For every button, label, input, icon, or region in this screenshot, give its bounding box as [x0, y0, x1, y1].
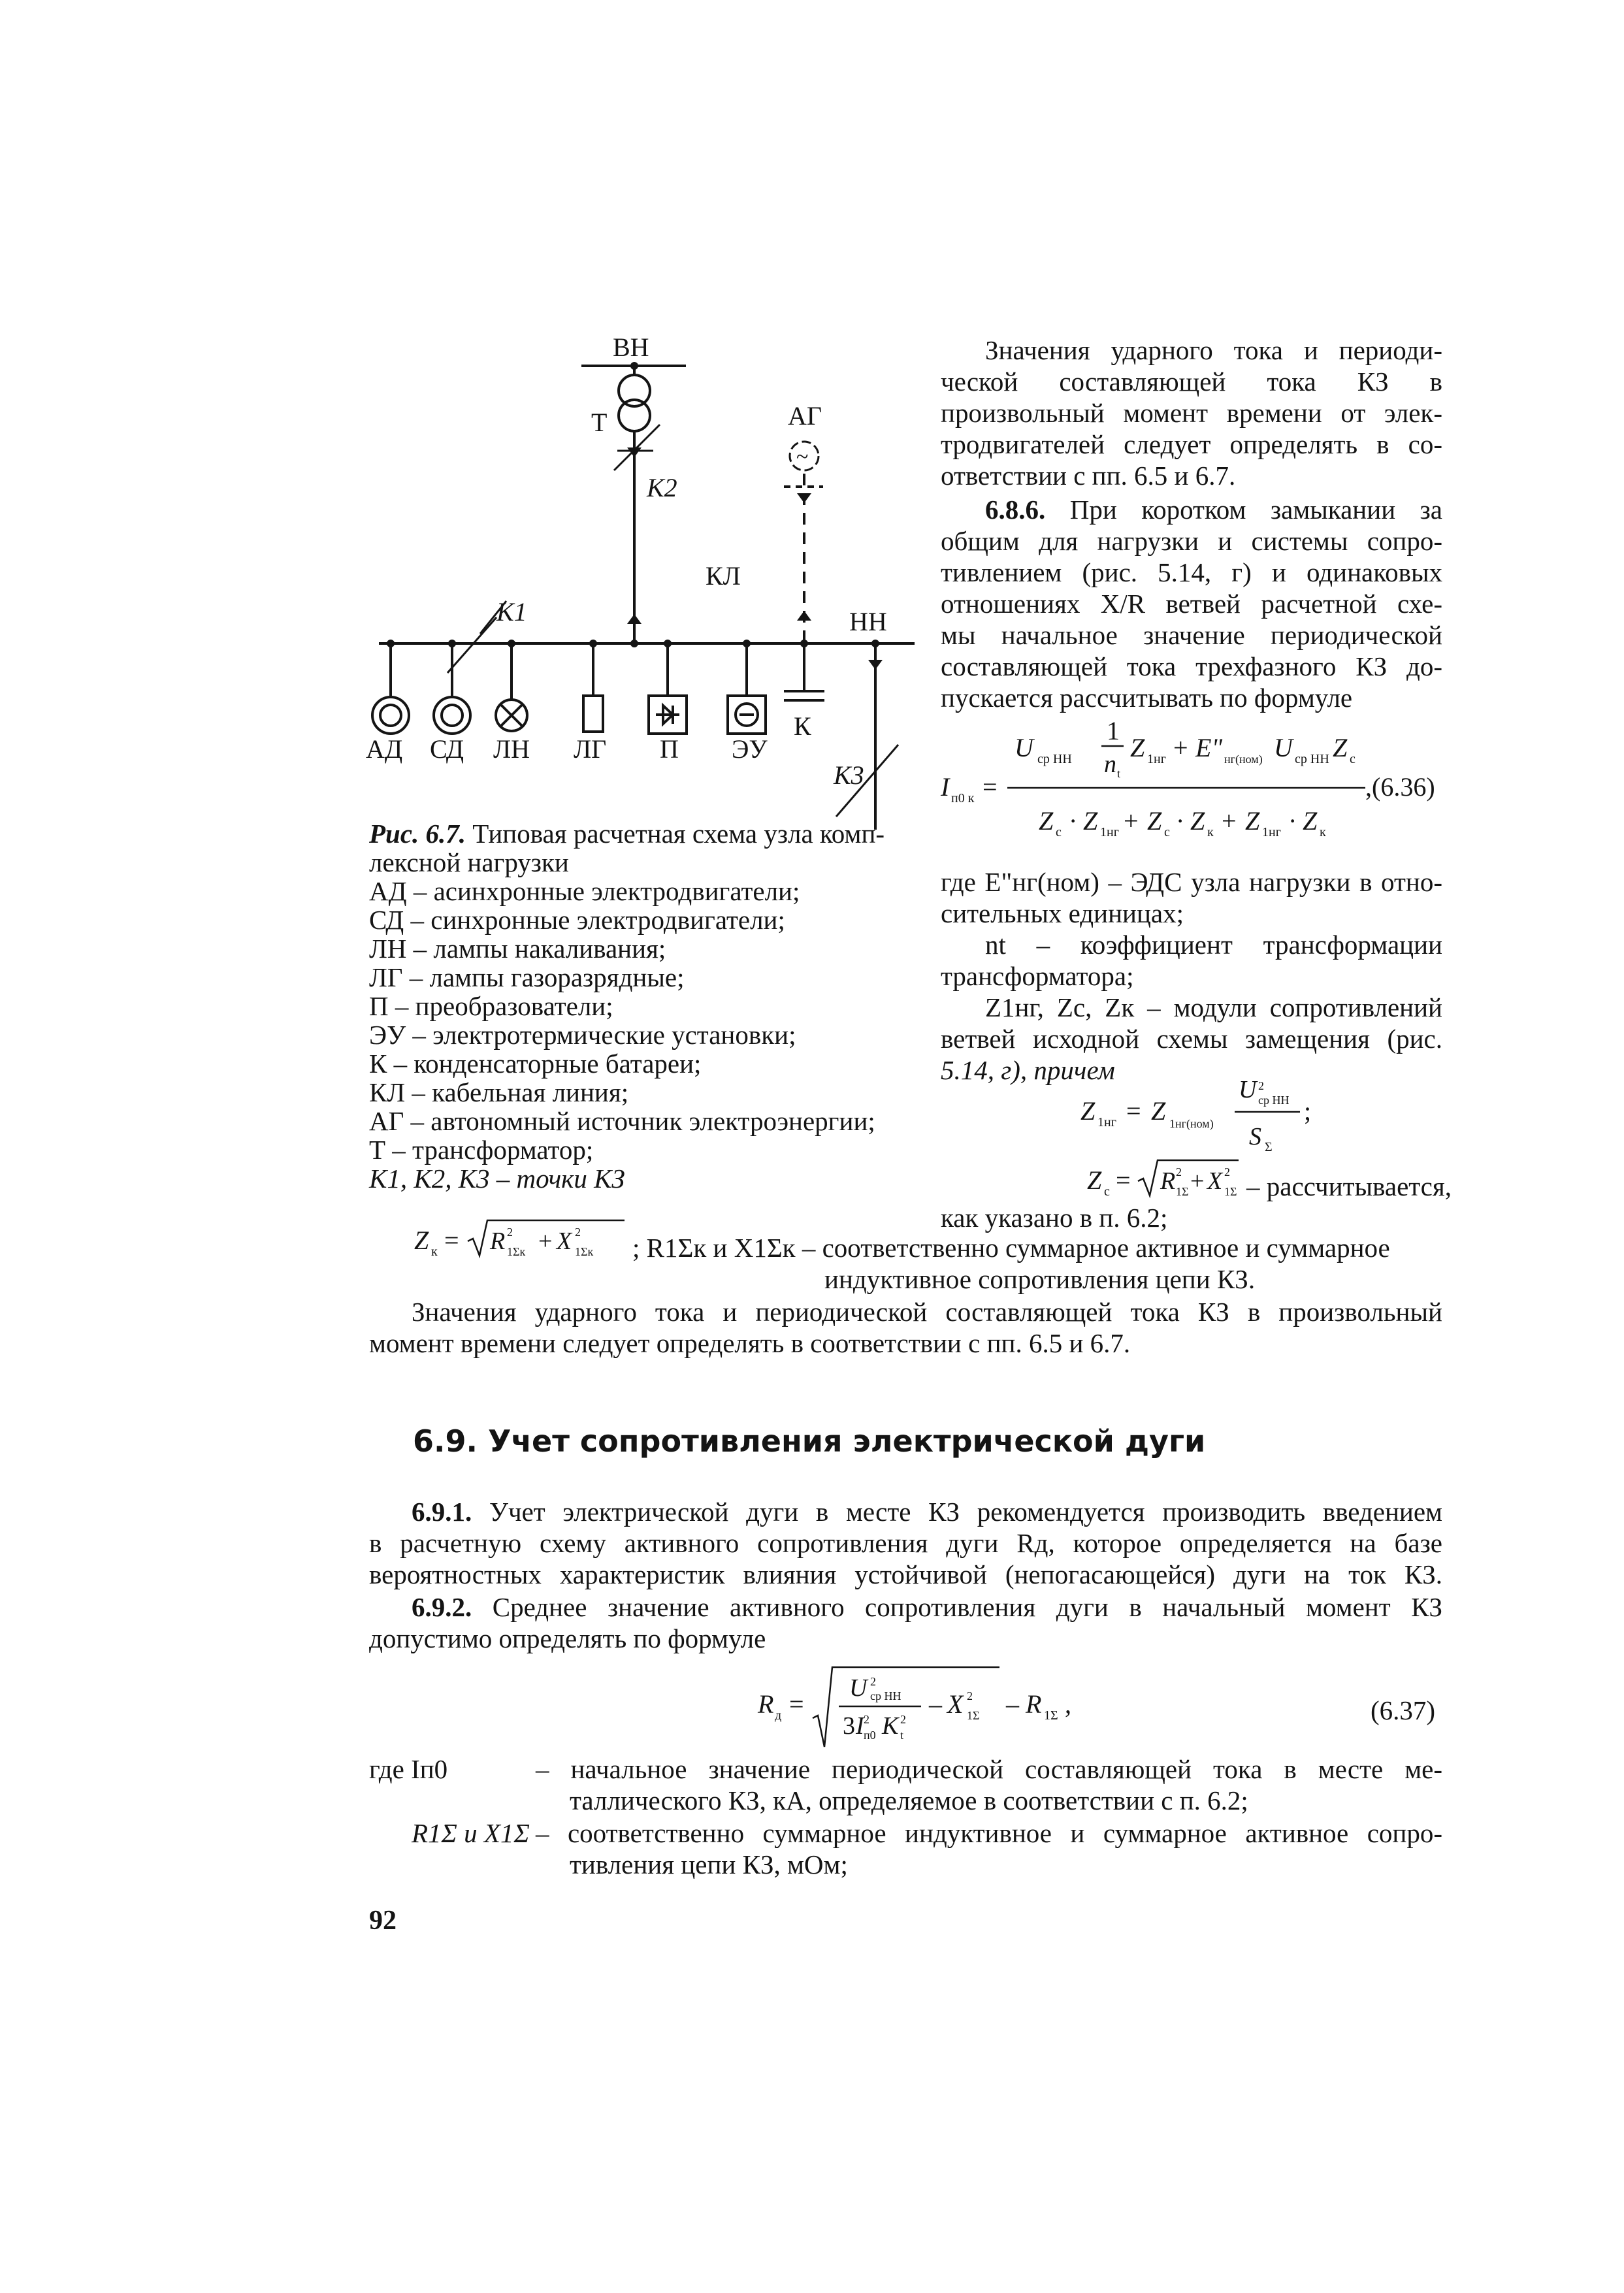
right-para2-last: пускается рассчитывать по формуле [941, 683, 1353, 713]
legend-item: ЛН – лампы накаливания; [369, 934, 666, 964]
para3-line2: момент времени следует определять в соответствии с пп. 6.5 и 6.7. [369, 1328, 1131, 1358]
svg-text:ср НН: ср НН [1258, 1094, 1290, 1107]
label-k3: K3 [834, 760, 864, 790]
right-para2-line: тивлением (рис. 5.14, г) и одинаковых [941, 557, 1442, 587]
svg-text:U: U [1015, 733, 1033, 762]
svg-text:2: 2 [575, 1226, 581, 1239]
para3-line1: Значения ударного тока и периодической составляющей тока КЗ в произвольный [412, 1297, 1442, 1327]
svg-text:Z: Z [1080, 1096, 1096, 1126]
para4-line2: в расчетную схему активного сопротивления дуги Rд, которое определяется на базе [369, 1528, 1442, 1558]
label-k2: K2 [647, 473, 677, 502]
svg-text:2: 2 [900, 1713, 906, 1726]
equation-z1ng [1078, 1071, 1352, 1156]
svg-text:R: R [1160, 1167, 1176, 1195]
svg-text:1Σ: 1Σ [1044, 1708, 1058, 1723]
svg-text:2: 2 [870, 1675, 876, 1688]
svg-text:п0: п0 [864, 1729, 876, 1742]
svg-text:Z: Z [1130, 733, 1145, 762]
svg-text:S: S [1249, 1123, 1261, 1150]
equation-6-37 [751, 1659, 1117, 1751]
svg-text:с: с [1350, 752, 1356, 766]
equation-6-36 [934, 712, 1457, 843]
svg-text:1Σ: 1Σ [967, 1709, 980, 1722]
svg-text:+: + [1124, 806, 1139, 836]
legend-item: П – преобразователи; [369, 991, 613, 1021]
svg-text:E": E" [1195, 733, 1223, 762]
svg-text:Z: Z [1147, 806, 1162, 836]
svg-text:·: · [1288, 806, 1297, 836]
svg-text:Σ: Σ [1265, 1140, 1273, 1154]
equation-zc [1084, 1156, 1241, 1202]
label-vn: ВН [613, 333, 649, 362]
load-label-eu: ЭУ [732, 734, 768, 764]
figure-6-7-schematic [366, 327, 941, 849]
label-k1: K1 [496, 597, 527, 626]
svg-text:1Σк: 1Σк [507, 1245, 526, 1258]
def-n-line2: трансформатора; [941, 961, 1134, 991]
right-para1-line: тродвигателей следует определять в со- [941, 429, 1442, 459]
svg-text:2: 2 [967, 1689, 973, 1702]
section-heading-6-9: 6.9. Учет сопротивления электрической дуги [413, 1423, 1206, 1459]
svg-text:t: t [1117, 767, 1121, 780]
def-z-line3: 5.14, г), причем [941, 1055, 1115, 1085]
label-t: Т [591, 408, 608, 437]
right-para1-line: произвольный момент времени от элек- [941, 398, 1442, 428]
svg-text:=: = [1126, 1096, 1141, 1126]
right-para1-last: ответствии с пп. 6.5 и 6.7. [941, 461, 1236, 491]
svg-text:1Σ: 1Σ [1176, 1185, 1189, 1198]
where-text-ip0: – начальное значение периодической составляющей тока в месте ме- [536, 1754, 1442, 1784]
section-number-686: 6.8.6. [985, 495, 1046, 525]
label-k: К [794, 711, 811, 741]
zk-def-line: ; R1Σк и X1Σк – соответственно суммарное активное и суммарное [632, 1233, 1390, 1263]
svg-text:Z: Z [1039, 806, 1054, 836]
svg-text:X: X [557, 1228, 572, 1255]
svg-text:I: I [856, 1712, 864, 1740]
svg-text:–: – [929, 1689, 942, 1719]
svg-text:ср НН: ср НН [870, 1689, 901, 1702]
legend-item: ЭУ – электротермические установки; [369, 1020, 796, 1050]
svg-text:3: 3 [843, 1712, 855, 1740]
where-text-r1x1-2: тивления цепи КЗ, мОм; [570, 1849, 848, 1879]
para5-line1-text: Среднее значение активного сопротивления дуги в начальный момент КЗ [492, 1592, 1443, 1622]
svg-text:R: R [758, 1689, 774, 1719]
svg-text:2: 2 [1224, 1165, 1230, 1179]
svg-text:2: 2 [1176, 1165, 1182, 1179]
svg-text:n: n [1104, 751, 1116, 778]
legend-item: ЛГ – лампы газоразрядные; [369, 962, 685, 992]
svg-text:2: 2 [1258, 1079, 1264, 1092]
def-e-line2: сительных единицах; [941, 898, 1184, 928]
right-para2-first [985, 494, 1442, 525]
load-label-p: П [660, 734, 679, 764]
legend-item: КЛ – кабельная линия; [369, 1077, 629, 1107]
section-number-691: 6.9.1. [412, 1497, 472, 1527]
where-term-r1x1: R1Σ и X1Σ [412, 1818, 530, 1848]
svg-text:+: + [1222, 806, 1237, 836]
load-label-sd: СД [430, 734, 464, 764]
svg-text:I: I [941, 772, 950, 802]
svg-text:;: ; [1304, 1096, 1312, 1126]
label-nn: НН [849, 607, 887, 636]
where-term-ip0: где Iп0 [369, 1754, 448, 1784]
svg-text:=: = [1116, 1165, 1131, 1195]
zc-text2: как указано в п. 6.2; [941, 1203, 1168, 1233]
svg-text:1нг: 1нг [1100, 825, 1119, 839]
svg-text:нг(ном): нг(ном) [1224, 753, 1263, 766]
svg-text:,: , [1065, 1689, 1071, 1719]
svg-text:с: с [1104, 1184, 1110, 1199]
svg-text:=: = [444, 1226, 459, 1255]
para4-line3: вероятностных характеристик влияния устойчивой (непогасающейся) дуги на ток КЗ. [369, 1559, 1442, 1589]
figure-caption-text: Типовая расчетная схема узла комп- [472, 819, 885, 849]
svg-text:Z: Z [1087, 1165, 1102, 1195]
load-label-ad: АД [366, 734, 403, 764]
svg-text:1нг: 1нг [1097, 1115, 1116, 1130]
svg-text:Z: Z [414, 1226, 429, 1255]
page-number: 92 [369, 1906, 397, 1936]
svg-text:п0 к: п0 к [951, 791, 975, 805]
figure-caption-line2: лексной нагрузки [369, 847, 569, 877]
legend-item: К – конденсаторные батареи; [369, 1049, 702, 1079]
right-para2-line: отношениях X/R ветвей расчетной схе- [941, 589, 1442, 619]
svg-text:1Σк: 1Σк [575, 1245, 594, 1258]
legend-item: Т – трансформатор; [369, 1135, 594, 1165]
svg-text:1нг: 1нг [1262, 825, 1281, 839]
svg-text:X: X [947, 1689, 964, 1719]
figure-caption-title: Рис. 6.7. [369, 819, 466, 849]
svg-text:1нг(ном): 1нг(ном) [1169, 1117, 1214, 1130]
svg-text:~: ~ [796, 445, 809, 469]
def-e-line: где E"нг(ном) – ЭДС узла нагрузки в отно- [941, 867, 1442, 897]
where-text-r1x1: – соответственно суммарное индуктивное и суммарное активное сопро- [536, 1818, 1442, 1848]
para5-line1 [412, 1591, 1442, 1623]
svg-text:R: R [1026, 1689, 1042, 1719]
svg-text:Z: Z [1151, 1096, 1166, 1126]
equation-6-36-number: ,(6.36) [1365, 772, 1435, 802]
legend-item: K1, K2, K3 – точки КЗ [369, 1163, 625, 1194]
svg-text:с: с [1056, 825, 1062, 839]
svg-text:ср НН: ср НН [1295, 752, 1329, 766]
equation-zk [412, 1215, 627, 1262]
svg-text:=: = [983, 772, 998, 802]
label-ag: АГ [788, 401, 822, 431]
svg-text:с: с [1164, 825, 1170, 839]
svg-text:U: U [1274, 733, 1293, 762]
legend-item: АД – асинхронные электродвигатели; [369, 876, 800, 906]
svg-text:2: 2 [507, 1226, 513, 1239]
svg-text:+: + [538, 1228, 553, 1255]
para4-line1 [412, 1496, 1442, 1527]
svg-text:1Σ: 1Σ [1224, 1185, 1237, 1198]
svg-text:ср НН: ср НН [1037, 752, 1072, 766]
section-number-692: 6.9.2. [412, 1592, 472, 1622]
svg-text:U: U [1239, 1076, 1257, 1103]
right-para2-line: общим для нагрузки и системы сопро- [941, 526, 1442, 556]
figure-caption-line1 [369, 818, 885, 849]
right-para2-line: составляющей тока трехфазного КЗ до- [941, 651, 1442, 681]
svg-text:R: R [490, 1228, 506, 1255]
para5-line2: допустимо определять по формуле [369, 1623, 766, 1653]
def-z-line: Z1нг, Zс, Zк – модули сопротивлений [985, 992, 1442, 1022]
right-para1-line: Значения ударного тока и периоди- [985, 335, 1442, 365]
svg-text:=: = [789, 1689, 804, 1719]
svg-text:·: · [1176, 806, 1185, 836]
svg-text:+: + [1190, 1167, 1205, 1195]
svg-text:1нг: 1нг [1147, 752, 1166, 766]
para4-line1-text: Учет электрической дуги в месте КЗ рекомендуется производить введением [489, 1497, 1442, 1527]
svg-text:Z: Z [1083, 806, 1098, 836]
svg-text:к: к [431, 1244, 438, 1259]
svg-text:Z: Z [1190, 806, 1205, 836]
zc-text: – рассчитывается, [1246, 1171, 1452, 1201]
svg-text:Z: Z [1303, 806, 1318, 836]
svg-text:к: к [1207, 825, 1214, 839]
svg-text:Z: Z [1333, 733, 1348, 762]
svg-text:·: · [1069, 806, 1078, 836]
svg-text:д: д [775, 1708, 782, 1723]
right-para1-line: ческой составляющей тока КЗ в [941, 366, 1442, 397]
load-label-ln: ЛН [493, 734, 530, 764]
svg-text:1: 1 [1107, 716, 1120, 745]
right-para2-line: мы начальное значение периодической [941, 620, 1442, 650]
svg-text:2: 2 [864, 1713, 869, 1726]
equation-6-37-number: (6.37) [1371, 1695, 1436, 1725]
svg-text:t: t [900, 1729, 904, 1742]
legend-item: АГ – автономный источник электроэнергии; [369, 1106, 875, 1136]
right-para2-first-text: При коротком замыкании за [1069, 495, 1442, 525]
svg-text:K: K [882, 1712, 899, 1740]
legend-item: СД – синхронные электродвигатели; [369, 905, 785, 935]
svg-text:+: + [1173, 733, 1188, 762]
label-kl: КЛ [706, 561, 741, 591]
svg-text:X: X [1207, 1167, 1223, 1195]
svg-text:к: к [1320, 825, 1326, 839]
load-label-lg: ЛГ [574, 734, 607, 764]
def-n-line: nt – коэффициент трансформации [985, 930, 1442, 960]
zk-def-line2: индуктивное сопротивления цепи КЗ. [824, 1264, 1256, 1294]
where-text-ip0-2: таллического КЗ, кА, определяемое в соответствии с п. 6.2; [570, 1785, 1248, 1815]
def-z-line2: ветвей исходной схемы замещения (рис. [941, 1024, 1442, 1054]
svg-text:U: U [849, 1674, 868, 1702]
svg-text:–: – [1006, 1689, 1019, 1719]
svg-text:Z: Z [1245, 806, 1260, 836]
